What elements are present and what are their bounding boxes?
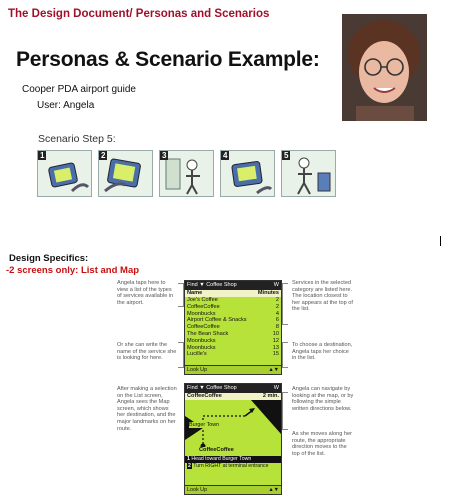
text-cursor [440, 236, 441, 246]
lookup-field[interactable]: Look Up [187, 367, 208, 373]
scroll-arrows-icon[interactable]: ▲▼ [268, 367, 279, 373]
bracket [282, 283, 288, 325]
direction-text: Head toward Burger Town [191, 456, 252, 462]
persona-photo [342, 14, 427, 121]
route-map[interactable] [185, 400, 281, 456]
list-item[interactable] [185, 317, 281, 324]
slide-title: Personas & Scenario Example: [16, 48, 320, 71]
item-minutes: 10 [272, 330, 279, 337]
list-item[interactable] [185, 311, 281, 318]
note-navigate: Angela can navigate by looking at the map, or by following the simple written directions below. [292, 386, 354, 412]
destination-header [185, 393, 281, 400]
note-write-service: Or she can write the name of the service she is looking for here. [117, 342, 177, 362]
product-subtitle: Cooper PDA airport guide [22, 84, 136, 95]
bracket [282, 392, 288, 430]
list-screen [184, 280, 282, 375]
list-item[interactable] [185, 324, 281, 331]
item-minutes: 12 [272, 337, 279, 344]
note-direction-moves: As she moves along her route, the appropriate direction moves to the top of the list. [292, 431, 353, 457]
find-menu[interactable]: Find ▼ [187, 282, 205, 288]
design-specifics-heading: Design Specifics: [9, 253, 89, 264]
app-logo: W [273, 282, 279, 288]
list-item[interactable] [185, 297, 281, 304]
note-services-list: Angela taps here to view a list of the types of services available in the airport. [117, 280, 174, 306]
bracket [282, 342, 288, 368]
item-name: Moonbucks [187, 337, 216, 344]
landmark-label: Burger Town [189, 422, 220, 428]
map-screen [184, 383, 282, 495]
storyboard-strip [37, 150, 336, 197]
item-minutes: 13 [272, 344, 279, 351]
map-footer [185, 485, 281, 494]
destination-name: CoffeeCoffee [187, 393, 222, 399]
note-map-screen: After making a selection on the List screen, Angela sees the Map screen, which shows her destination, and the major landmarks on her route. [117, 386, 177, 432]
frame-number: 2 [101, 151, 106, 160]
storyboard-frame [37, 150, 92, 197]
column-name: Name [187, 290, 203, 296]
list-screen-topbar [185, 281, 281, 290]
slide-header: The Design Document/ Personas and Scenarios [8, 8, 270, 20]
item-minutes: 4 [275, 310, 279, 317]
direction-text: Turn RIGHT at terminal entrance [193, 463, 269, 469]
travel-time: 2 min. [262, 393, 279, 399]
direction-step[interactable]: 2 Turn RIGHT at terminal entrance [185, 463, 281, 470]
service-list [185, 297, 281, 358]
item-name: CoffeeCoffee [187, 303, 220, 310]
persona-user: User: Angela [37, 100, 95, 111]
item-minutes: 6 [275, 317, 279, 324]
frame-number: 4 [223, 151, 228, 160]
screens-note: -2 screens only: List and Map [6, 265, 140, 276]
frame-number: 5 [284, 151, 289, 160]
destination-marker-label: CoffeeCoffee [199, 447, 234, 453]
item-name: Lucille's [187, 351, 207, 358]
category-label: Coffee Shop [206, 282, 237, 288]
find-menu[interactable]: Find ▼ [187, 385, 205, 391]
scenario-label: Scenario Step 5: [38, 133, 116, 145]
direction-step[interactable]: 1 Head toward Burger Town [187, 456, 252, 462]
note-services-listed: Services in the selected category are listed here. The location closest to her appears at the top of the list. [292, 280, 353, 313]
map-screen-topbar [185, 384, 281, 393]
list-item[interactable] [185, 338, 281, 345]
item-name: Moonbucks [187, 344, 216, 351]
list-column-header [185, 290, 281, 297]
scroll-arrows-icon[interactable]: ▲▼ [268, 487, 279, 493]
lookup-field[interactable]: Look Up [187, 487, 208, 493]
frame-number: 1 [40, 151, 45, 160]
list-item[interactable] [185, 351, 281, 358]
storyboard-frame [159, 150, 214, 197]
item-name: CoffeeCoffee [187, 324, 220, 331]
storyboard-frame [281, 150, 336, 197]
item-minutes: 2 [275, 297, 279, 303]
list-item[interactable] [185, 304, 281, 311]
item-name: Moonbucks [187, 310, 216, 317]
list-item[interactable] [185, 331, 281, 338]
item-minutes: 2 [275, 303, 279, 310]
direction-list [185, 456, 281, 463]
category-label: Coffee Shop [206, 385, 237, 391]
list-footer [185, 365, 281, 374]
storyboard-frame [98, 150, 153, 197]
item-name: The Bean Shack [187, 330, 229, 337]
app-logo: W [273, 385, 279, 391]
item-name: Joe's Coffee [187, 297, 218, 303]
column-minutes: Minutes [257, 290, 279, 296]
storyboard-frame [220, 150, 275, 197]
frame-number: 3 [162, 151, 167, 160]
item-minutes: 8 [275, 324, 279, 331]
note-choose-destination: To choose a destination, Angela taps her choice in the list. [292, 342, 353, 362]
list-item[interactable] [185, 345, 281, 352]
item-minutes: 15 [272, 351, 279, 358]
item-name: Airport Coffee & Snacks [187, 317, 247, 324]
